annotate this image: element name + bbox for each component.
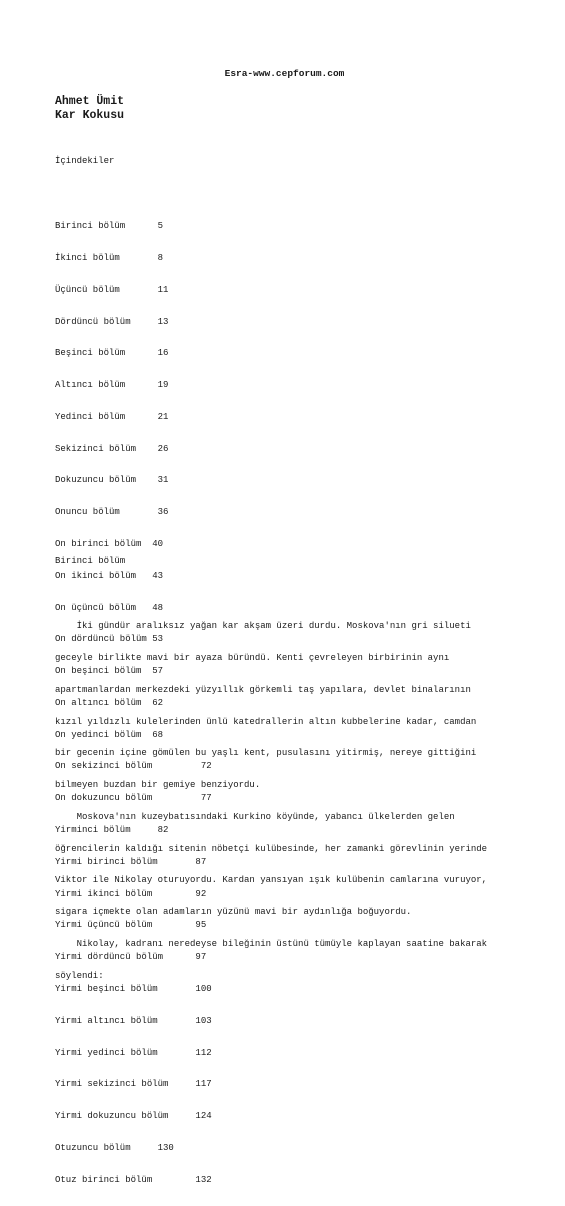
toc-row: Yirmi dokuzuncu bölüm 124 bbox=[55, 1111, 212, 1122]
toc-row: İkinci bölüm 8 bbox=[55, 252, 164, 263]
toc-row: On dördüncü bölüm 53 bbox=[55, 634, 164, 645]
book-title-block bbox=[55, 95, 124, 123]
toc-row: Otuzuncu bölüm 130 bbox=[55, 1142, 174, 1153]
toc-row: Yirmi ikinci bölüm 92 bbox=[55, 888, 207, 899]
toc-row: Beşinci bölüm 16 bbox=[55, 348, 169, 359]
body-line: Viktor ile Nikolay oturuyordu. Kardan yansıyan ışık kulübenin camlarına vuruyor, bbox=[55, 875, 488, 886]
toc-row: On sekizinci bölüm 72 bbox=[55, 761, 212, 772]
source-text: Esra-www.cepforum.com bbox=[224, 68, 345, 79]
toc-row: Yirmi üçüncü bölüm 95 bbox=[55, 920, 207, 931]
body-line: bilmeyen buzdan bir gemiye benziyordu. bbox=[55, 780, 261, 791]
toc-row: On altıncı bölüm 62 bbox=[55, 697, 164, 708]
toc-row: Yirmi sekizinci bölüm 117 bbox=[55, 1079, 212, 1090]
body-line: öğrencilerin kaldığı sitenin nöbetçi kulübesinde, her zamanki görevlinin yerinde bbox=[55, 843, 488, 854]
toc-row: Dokuzuncu bölüm 31 bbox=[55, 475, 169, 486]
body-line: söylendi: bbox=[55, 970, 104, 981]
toc-row: Yirmi beşinci bölüm 100 bbox=[55, 983, 212, 994]
toc-row: Yirmi dördüncü bölüm 97 bbox=[55, 952, 207, 963]
body-line: sigara içmekte olan adamların yüzünü mavi bir aydınlığa boğuyordu. bbox=[55, 907, 412, 918]
toc-row: Onuncu bölüm 36 bbox=[55, 507, 169, 518]
body-line: Moskova'nın kuzeybatısındaki Kurkino köyünde, yabancı ülkelerden gelen bbox=[55, 811, 455, 822]
body-line: apartmanlardan merkezdeki yüzyıllık görkemli taş yapılara, devlet binalarının bbox=[55, 684, 471, 695]
chapter-heading: Birinci bölüm bbox=[55, 556, 126, 566]
toc-row: On birinci bölüm 40 bbox=[55, 539, 164, 549]
toc-heading: İçindekiler bbox=[55, 156, 115, 166]
body-line: bir gecenin içine gömülen bu yaşlı kent, pusulasını yitirmiş, nereye gittiğini bbox=[55, 748, 477, 759]
toc-row: Birinci bölüm 5 bbox=[55, 221, 164, 232]
toc-row: Sekizinci bölüm 26 bbox=[55, 443, 169, 454]
book-title: Kar Kokusu bbox=[55, 109, 125, 122]
source-header bbox=[0, 68, 565, 79]
chapter-body bbox=[55, 600, 525, 1003]
toc-row: Yirmi yedinci bölüm 112 bbox=[55, 1047, 212, 1058]
toc-row: Yedinci bölüm 21 bbox=[55, 411, 169, 422]
toc-row: On ikinci bölüm 43 bbox=[55, 570, 164, 581]
toc-row: On üçüncü bölüm 48 bbox=[55, 602, 164, 613]
toc-row: Üçüncü bölüm 11 bbox=[55, 284, 169, 295]
body-line: geceyle birlikte mavi bir ayaza büründü. Kenti çevreleyen birbirinin aynı bbox=[55, 652, 450, 663]
toc-row: Yirmi birinci bölüm 87 bbox=[55, 856, 207, 867]
toc-row: Yirminci bölüm 82 bbox=[55, 825, 169, 836]
toc-row: On dokuzuncu bölüm 77 bbox=[55, 793, 212, 804]
body-line: Nikolay, kadranı neredeyse bileğinin üstünü tümüyle kaplayan saatine bakarak bbox=[55, 939, 488, 949]
toc-row: Dördüncü bölüm 13 bbox=[55, 316, 169, 327]
body-line: kızıl yıldızlı kulelerinden ünlü katedrallerin altın kubbelerine kadar, camdan bbox=[55, 716, 477, 727]
toc-row: On beşinci bölüm 57 bbox=[55, 666, 164, 677]
author-name: Ahmet Ümit bbox=[55, 95, 125, 108]
toc-row: On yedinci bölüm 68 bbox=[55, 729, 164, 740]
toc-row: Otuz birinci bölüm 132 bbox=[55, 1174, 212, 1185]
toc-row: Yirmi altıncı bölüm 103 bbox=[55, 1015, 212, 1026]
body-line: İki gündür aralıksız yağan kar akşam üzeri durdu. Moskova'nın gri silueti bbox=[55, 621, 471, 632]
toc-row: Altıncı bölüm 19 bbox=[55, 380, 169, 391]
